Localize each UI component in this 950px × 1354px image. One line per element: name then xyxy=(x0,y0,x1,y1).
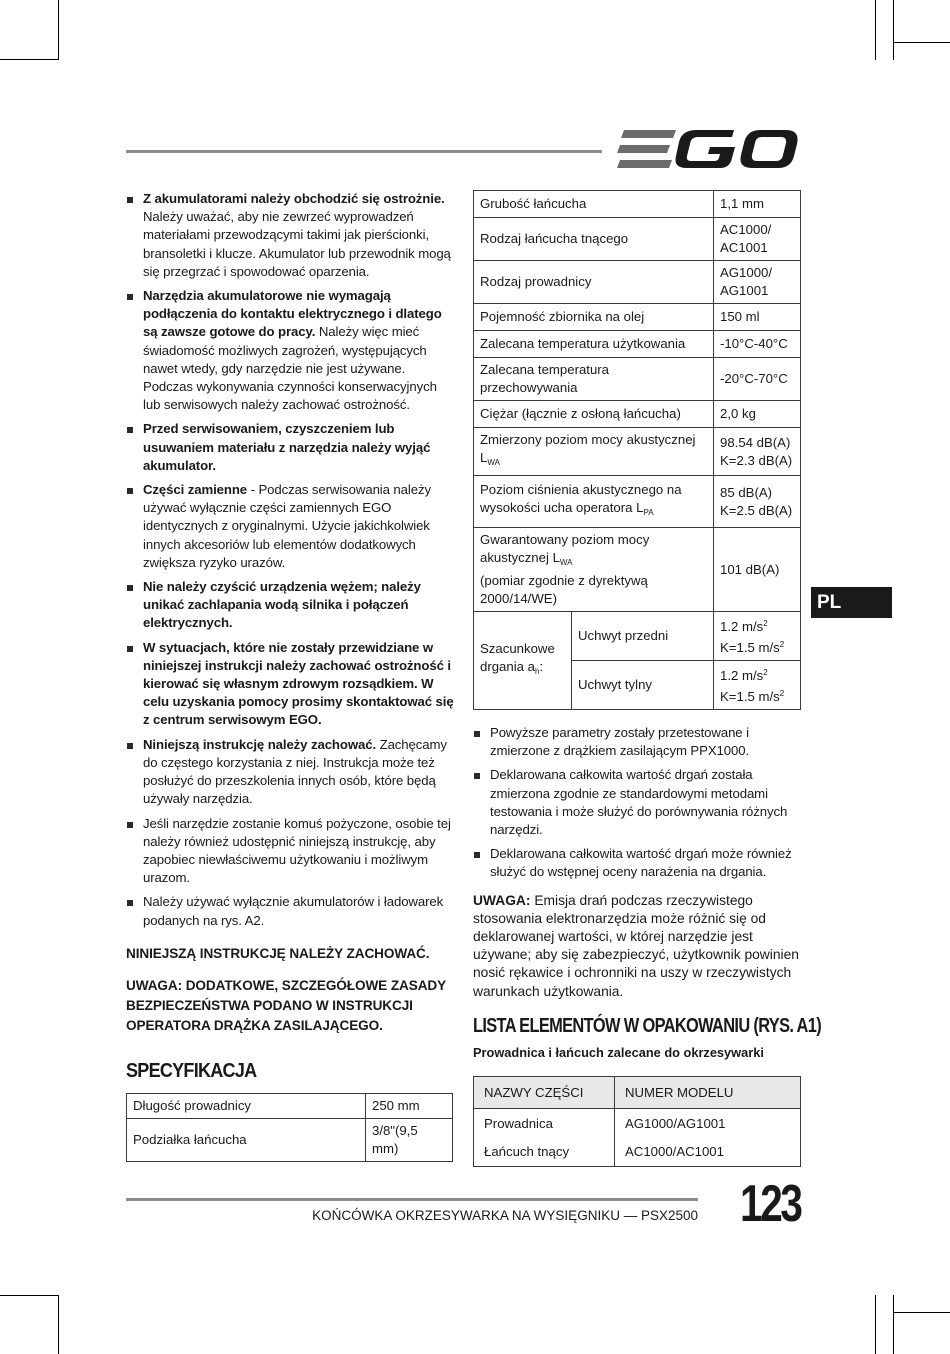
spec-table-right xyxy=(473,190,801,710)
spec-label: Uchwyt tylny xyxy=(572,661,714,710)
list-item: Części zamienne - Podczas serwisowania należy używać wyłącznie części zamiennych EGO identycznych z oryginalnymi. Użycie jakichkolwiek innych akcesoriów lub elementów dodatkowych zwiększa ryzyko urazów. xyxy=(126,481,456,572)
spec-value: 98.54 dB(A) K=2.3 dB(A) xyxy=(714,428,801,476)
spec-label: Ciężar (łącznie z osłoną łańcucha) xyxy=(474,401,714,428)
spec-table-left xyxy=(126,1093,453,1162)
spec-value: -20°C-70°C xyxy=(714,358,801,401)
spec-value: AC1000/ AC1001 xyxy=(714,218,801,261)
keep-notice: NINIEJSZĄ INSTRUKCJĘ NALEŻY ZACHOWAĆ. xyxy=(126,945,430,961)
spec-label: Rodzaj łańcucha tnącego xyxy=(474,218,714,261)
spec-label: Zmierzony poziom mocy akustycznej $L_{WA}$ xyxy=(474,428,714,476)
list-item: Powyższe parametry zostały przetestowane i zmierzone z drążkiem zasilającym PPX1000. xyxy=(473,724,803,760)
crop-mark xyxy=(58,0,59,60)
ego-logo xyxy=(616,128,800,172)
spec-label: Gwarantowany poziom mocy akustycznej $L_{WA}$ (pomiar zgodnie z dyrektywą 2000/14/WE) xyxy=(474,528,714,612)
spec-label: Zalecana temperatura użytkowania xyxy=(474,331,714,358)
table-row xyxy=(474,331,801,358)
crop-mark xyxy=(875,1295,876,1354)
table-row xyxy=(127,1118,453,1161)
list-item: Narzędzia akumulatorowe nie wymagają podłączenia do kontaktu elektrycznego i dlatego są zawsze gotowe do pracy. Należy więc mieć świadomość możliwych zagrożeń, występujących nawet wtedy, gdy narzędzie nie jest używane. Podczas wykonywania czynności konserwacyjnych lub serwisowych należy zachować ostrożność. xyxy=(126,287,456,414)
table-row xyxy=(474,612,801,661)
table-header: NAZWY CZĘŚCI xyxy=(474,1077,615,1109)
test-notes-list xyxy=(473,724,803,882)
table-row xyxy=(474,428,801,476)
list-item: Niniejszą instrukcję należy zachować. Zachęcamy do częstego korzystania z niej. Instrukcja może też posłużyć do przeszkolenia innych osób, które będą używały narzędzia. xyxy=(126,736,456,809)
list-item: Należy używać wyłącznie akumulatorów i ładowarek podanych na rys. A2. xyxy=(126,893,456,929)
crop-mark xyxy=(893,1295,894,1354)
table-row xyxy=(474,358,801,401)
list-item: Nie należy czyścić urządzenia wężem; należy unikać zachlapania wodą silnika i połączeń elektrycznych. xyxy=(126,578,456,633)
list-item: Deklarowana całkowita wartość drgań została zmierzona zgodnie ze standardowymi metodami testowania i może służyć do porównywania różnych narzędzi. xyxy=(473,766,803,839)
crop-mark xyxy=(0,59,58,60)
spec-value: 1.2 $m/s^2$ K=1.5 $m/s^2$ xyxy=(714,661,801,710)
spec-title: SPECYFIKACJA xyxy=(126,1059,257,1082)
spec-label: Szacunkowe drgania $a_h$: xyxy=(474,612,572,710)
table-row xyxy=(474,218,801,261)
table-row xyxy=(127,1093,453,1118)
crop-mark xyxy=(893,0,894,60)
table-cell: Prowadnica xyxy=(474,1109,615,1139)
safety-list xyxy=(126,190,456,930)
table-row xyxy=(474,1077,801,1109)
spec-label: Rodzaj prowadnicy xyxy=(474,261,714,304)
packing-subtitle: Prowadnica i łańcuch zalecane do okrzesywarki xyxy=(473,1044,764,1060)
spec-label: Podziałka łańcucha xyxy=(127,1118,366,1161)
spec-value: 150 ml xyxy=(714,304,801,331)
list-item: Z akumulatorami należy obchodzić się ostrożnie. Należy uważać, aby nie zewrzeć wyprowadzeń materiałami przewodzącymi takimi jak pierścionki, bransoletki i klucze. Akumulator lub przewodnik mogą się przegrzać i spowodować oparzenia. xyxy=(126,190,456,281)
list-item: Przed serwisowaniem, czyszczeniem lub usuwaniem materiału z narzędzia należy wyjąć akumulator. xyxy=(126,420,456,475)
header-rule xyxy=(126,150,602,153)
right-column xyxy=(473,190,822,1167)
table-cell: Łańcuch tnący xyxy=(474,1139,615,1167)
footer-rule xyxy=(126,1198,698,1201)
warning-notice: UWAGA: DODATKOWE, SZCZEGÓŁOWE ZASADY BEZPIECZEŃSTWA PODANO W INSTRUKCJI OPERATORA DRĄŻKA ZASILAJĄCEGO. xyxy=(126,977,446,1033)
spec-value: 1.2 $m/s^2$ K=1.5 $m/s^2$ xyxy=(714,612,801,661)
page-number: 123 xyxy=(740,1175,801,1233)
table-cell: AG1000/AG1001 xyxy=(615,1109,801,1139)
table-cell: AC1000/AC1001 xyxy=(615,1139,801,1167)
parts-table xyxy=(473,1076,801,1167)
list-item: W sytuacjach, które nie zostały przewidziane w niniejszej instrukcji należy zachować ostrożność i kierować się własnym zdrowym rozsądkiem. W celu uzyskania pomocy prosimy skontaktować się z centrum serwisowym EGO. xyxy=(126,639,456,730)
crop-mark xyxy=(875,0,876,60)
list-item: Jeśli narzędzie zostanie komuś pożyczone, osobie tej należy również udostępnić niniejszą instrukcję, aby zapobiec niewłaściwemu użytkowaniu i możliwym urazom. xyxy=(126,815,456,888)
footer-title: KOŃCÓWKA OKRZESYWARKA NA WYSIĘGNIKU — PSX2500 xyxy=(312,1208,698,1223)
table-row xyxy=(474,476,801,528)
table-row xyxy=(474,528,801,612)
spec-value: 250 mm xyxy=(366,1093,453,1118)
spec-value: 85 dB(A) K=2.5 dB(A) xyxy=(714,476,801,528)
spec-value: 1,1 mm xyxy=(714,191,801,218)
crop-mark xyxy=(893,1312,950,1313)
left-column xyxy=(126,190,456,1162)
table-row xyxy=(474,1139,801,1167)
spec-value: AG1000/ AG1001 xyxy=(714,261,801,304)
table-row xyxy=(474,191,801,218)
spec-label: Długość prowadnicy xyxy=(127,1093,366,1118)
spec-label: Pojemność zbiornika na olej xyxy=(474,304,714,331)
crop-mark xyxy=(893,42,950,43)
spec-value: 3/8"(9,5 mm) xyxy=(366,1118,453,1161)
table-row xyxy=(474,261,801,304)
spec-value: -10°C-40°C xyxy=(714,331,801,358)
crop-mark xyxy=(0,1295,58,1296)
table-row xyxy=(474,401,801,428)
crop-mark xyxy=(58,1295,59,1354)
table-row xyxy=(474,304,801,331)
spec-value: 2,0 kg xyxy=(714,401,801,428)
packing-title: LISTA ELEMENTÓW W OPAKOWANIU (RYS. A1) xyxy=(473,1014,822,1037)
spec-label: Uchwyt przedni xyxy=(572,612,714,661)
table-row xyxy=(474,1109,801,1139)
list-item: Deklarowana całkowita wartość drgań może również służyć do wstępnej oceny narażenia na drgania. xyxy=(473,845,803,881)
spec-label: Grubość łańcucha xyxy=(474,191,714,218)
vibration-warning: UWAGA: Emisja drań podczas rzeczywistego stosowania elektronarzędzia może różnić się od deklarowanej wartości, w której narzędzie jest używane; aby się zabezpieczyć, użytkownik powinien nosić rękawice i ochronniki na uszy w rzeczywistych warunkach użytkowania. xyxy=(473,892,799,999)
language-tab: PL xyxy=(811,587,892,618)
spec-label: Zalecana temperatura przechowywania xyxy=(474,358,714,401)
spec-label: Poziom ciśnienia akustycznego na wysokości ucha operatora $L_{PA}$ xyxy=(474,476,714,528)
spec-value: 101 dB(A) xyxy=(714,528,801,612)
table-header: NUMER MODELU xyxy=(615,1077,801,1109)
